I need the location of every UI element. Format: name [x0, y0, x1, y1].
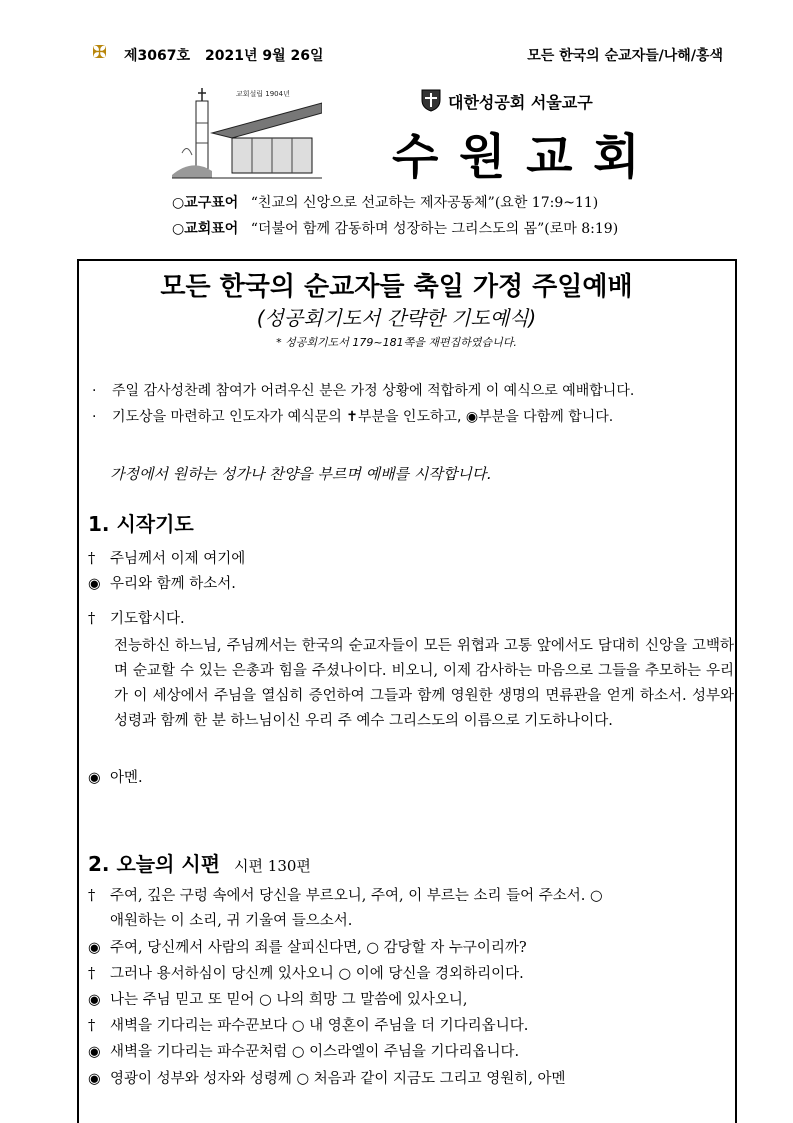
diocese-emblem-icon: [420, 88, 442, 112]
church-sketch-image: [172, 83, 322, 183]
photo-caption: 교회설립 1904년: [236, 90, 290, 98]
issue-number: 제3067호: [124, 48, 191, 64]
church-name: 수 원 교 회: [392, 129, 642, 185]
motto-text: “더불어 함께 감동하며 성장하는 그리스도의 몸”: [250, 221, 545, 237]
verse-mark: †: [88, 1018, 96, 1034]
psalm-verse: [88, 936, 527, 960]
verse-text: 새벽을 기다리는 파수꾼처럼 ○ 이스라엘이 주님을 기다리옵니다.: [110, 1044, 520, 1060]
liturgy-text: 우리와 함께 하소서.: [110, 576, 236, 592]
leader-mark: †: [88, 551, 96, 567]
verse-mark: ◉: [88, 1071, 101, 1087]
prayer-text: 전능하신 하느님, 주님께서는 한국의 순교자들이 모든 위협과 고통 앞에서도 담대히 신앙을 고백하며 순교할 수 있는 은총과 힘을 주셨나이다. 비오니, 이제 감사하는 마음으로 그들을 추모하는 우리가 이 세상에서 주님을 열심히 증언하여 그들과 함께 영원한 생명의 면류관을 얻게 하소서. 성부와 성령과 함께 한 분 하느님이신 우리 주 예수 그리스도의 이름으로 기도하나이다.: [114, 638, 734, 729]
section-title: 2. 오늘의 시편: [88, 852, 221, 876]
motto-label: ○교구표어: [172, 195, 239, 211]
psalm-verse: [88, 1067, 566, 1091]
verse-text: 나는 주님 믿고 또 믿어 ○ 나의 희망 그 말씀에 있사오니,: [110, 992, 468, 1008]
diocese-name: 대한성공회 서울교구: [448, 93, 593, 112]
section-heading: 1. 시작기도: [88, 512, 194, 536]
bullet-item: · 기도상을 마련하고 인도자가 예식문의 ✝부분을 인도하고, ◉부분을 다함께 합니다.: [92, 409, 614, 425]
bullet-text: 주일 감사성찬례 참여가 어려우신 분은 가정 상황에 적합하게 이 예식으로 예배합니다.: [112, 383, 635, 399]
bullet-item: · 주일 감사성찬례 참여가 어려우신 분은 가정 상황에 적합하게 이 예식으로 예배합니다.: [92, 383, 635, 399]
motto-label: ○교회표어: [172, 221, 239, 237]
verse-text: 주여, 깊은 구렁 속에서 당신을 부르오니, 주여, 이 부르는 소리 들어 주소서. ○: [110, 888, 603, 904]
issue-date: 2021년 9월 26일: [205, 48, 324, 64]
liturgy-line: [88, 607, 185, 631]
verse-text: 새벽을 기다리는 파수꾼보다 ○ 내 영혼이 주님을 더 기다리옵니다.: [110, 1018, 529, 1034]
liturgy-line: [88, 766, 143, 790]
motto-text: “친교의 신앙으로 선교하는 제자공동체”: [250, 195, 495, 211]
verse-mark: †: [88, 888, 96, 904]
verse-mark: ◉: [88, 1044, 101, 1060]
motto-ref: (요한 17:9~11): [494, 195, 599, 211]
verse-text: 애원하는 이 소리, 귀 기울여 들으소서.: [110, 913, 353, 929]
liturgy-line: [88, 547, 245, 571]
liturgy-text: 주님께서 이제 여기에: [110, 551, 246, 567]
people-mark: ◉: [88, 576, 101, 592]
psalm-reference: 시편 130편: [234, 857, 311, 875]
leader-mark: †: [88, 611, 96, 627]
psalm-verse: [88, 909, 352, 933]
service-intro: 가정에서 원하는 성가나 찬양을 부르며 예배를 시작합니다.: [110, 465, 492, 483]
psalm-verse: [88, 962, 524, 986]
cross-icon: ✠: [92, 42, 108, 63]
psalm-verse: [88, 884, 603, 908]
verse-mark: †: [88, 966, 96, 982]
bullet-text: 기도상을 마련하고 인도자가 예식문의 ✝부분을 인도하고, ◉부분을 다함께 합니다.: [112, 409, 614, 425]
service-subtitle: (성공회기도서 간략한 기도예식): [256, 306, 537, 330]
amen-text: 아멘.: [110, 770, 143, 786]
service-title: 모든 한국의 순교자들 축일 가정 주일예배: [160, 272, 633, 302]
psalm-verse: [88, 1040, 519, 1064]
diocese-motto: [172, 192, 598, 212]
issue-topic: 모든 한국의 순교자들/나해/홍색: [527, 48, 723, 64]
service-note: * 성공회기도서 179~181쪽을 재편집하였습니다.: [276, 336, 517, 349]
liturgy-text: 기도합시다.: [110, 611, 185, 627]
people-mark: ◉: [88, 770, 101, 786]
motto-ref: (로마 8:19): [544, 221, 619, 237]
liturgy-line: [88, 572, 236, 596]
church-motto: [172, 218, 618, 238]
verse-mark: ◉: [88, 992, 101, 1008]
section-heading: [88, 848, 311, 877]
verse-text: 주여, 당신께서 사람의 죄를 살피신다면, ○ 감당할 자 누구이리까?: [110, 940, 527, 956]
verse-text: 그러나 용서하심이 당신께 있사오니 ○ 이에 당신을 경외하리이다.: [110, 966, 524, 982]
verse-mark: ◉: [88, 940, 101, 956]
psalm-verse: [88, 988, 468, 1012]
psalm-verse: [88, 1014, 528, 1038]
verse-text: 영광이 성부와 성자와 성령께 ○ 처음과 같이 지금도 그리고 영원히, 아멘: [110, 1071, 566, 1087]
